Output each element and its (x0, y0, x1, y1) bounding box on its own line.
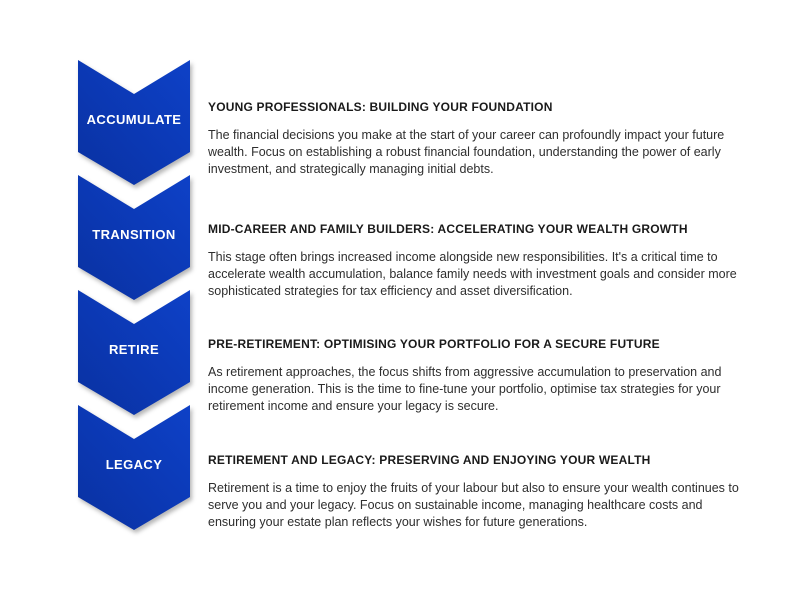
stage-text-block (208, 222, 753, 300)
chevron-retire (78, 290, 190, 415)
stage-text-block (208, 453, 753, 531)
stage-body: As retirement approaches, the focus shifts from aggressive accumulation to preservation and income generation. This is the time to fine-tune your portfolio, optimise tax strategies for your retirement income and ensure your legacy is secure. (208, 365, 722, 413)
stage-label: TRANSITION (92, 227, 176, 242)
stage-heading: RETIREMENT AND LEGACY: PRESERVING AND ENJOYING YOUR WEALTH (208, 453, 651, 467)
stage-label: ACCUMULATE (86, 112, 182, 127)
stage-text-block (208, 337, 753, 415)
stage-label: RETIRE (108, 342, 160, 357)
stage-heading: YOUNG PROFESSIONALS: BUILDING YOUR FOUNDATION (208, 100, 553, 114)
stage-heading: MID-CAREER AND FAMILY BUILDERS: ACCELERATING YOUR WEALTH GROWTH (208, 222, 688, 236)
stage-text-block (208, 100, 753, 178)
stage-heading: PRE-RETIREMENT: OPTIMISING YOUR PORTFOLIO FOR A SECURE FUTURE (208, 337, 660, 351)
chevron-accumulate (78, 60, 190, 185)
chevron-legacy (78, 405, 190, 530)
stage-body: This stage often brings increased income alongside new responsibilities. It's a critical time to accelerate wealth accumulation, balance family needs with investment goals and consider more sophisticated strategies for tax efficiency and asset diversification. (208, 250, 737, 298)
stage-label: LEGACY (105, 457, 163, 472)
stage-body: Retirement is a time to enjoy the fruits of your labour but also to ensure your wealth continues to serve you and your legacy. Focus on sustainable income, managing healthcare costs and ensuring your estate plan reflects your wishes for future generations. (208, 481, 739, 529)
stage-body: The financial decisions you make at the start of your career can profoundly impact your future wealth. Focus on establishing a robust financial foundation, understanding the power of early investment, and strategically managing initial debts. (208, 128, 725, 176)
chevron-transition (78, 175, 190, 300)
